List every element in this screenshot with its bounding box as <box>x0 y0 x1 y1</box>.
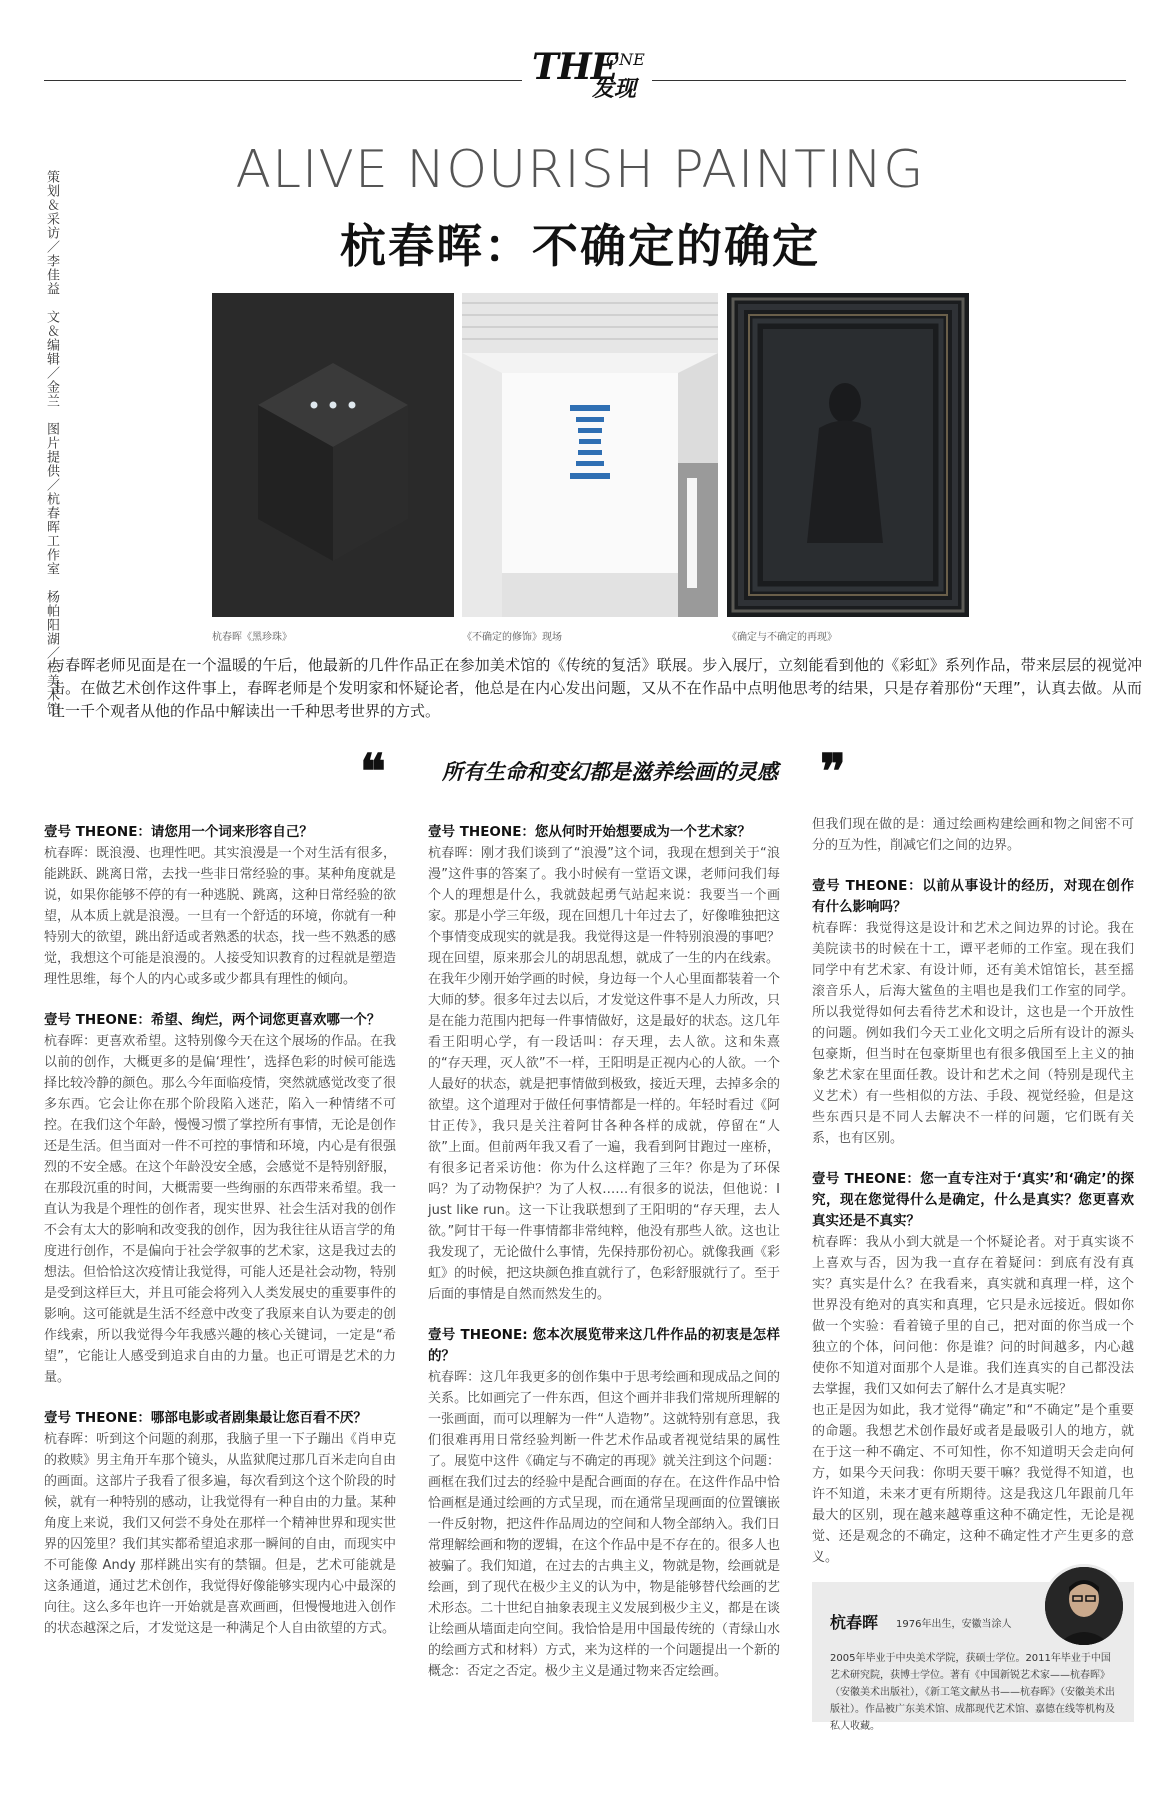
caption-artwork-2: 《不确定的修饰》现场 <box>462 632 562 643</box>
question: 壹号 THEONE：您一直专注对于‘真实’和‘确定’的探究，现在您觉得什么是确定，什么是真实？您更喜欢真实还是不真实？ <box>812 1171 1134 1229</box>
question: 壹号 THEONE：哪部电影或者剧集最让您百看不厌？ <box>44 1410 367 1426</box>
masthead-logo <box>528 44 652 102</box>
header-rule-right <box>652 80 1126 81</box>
answer: 杭春晖：这几年我更多的创作集中于思考绘画和现成品之间的关系。比如画完了一件东西，但这个画并非我们常规所理解的一张画面，而可以理解为一件“人造物”。这就特别有意思，我们很难再用日常经验判断一件艺术作品或者视觉结果的属性了。展览中这件《确定与不确定的再现》就关注到这个问题：画框在我们过去的经验中是配合画面的存在。在这件作品中恰恰画框是通过绘画的方式呈现，而在通常呈现画面的位置镶嵌一件反射物，把这件作品周边的空间和人物全部纳入。我们日常理解绘画和物的逻辑，在这个作品中是不存在的。很多人也被骗了。我们知道，在过去的古典主义，物就是物，绘画就是绘画，到了现代在极少主义的认为中，物是能够替代绘画的艺术形态。二十世纪自抽象表现主义发展到极少主义，都是在谈让绘画从墙面走向空间。我恰恰是用中国最传统的（青绿山水的绘画方式和材料）方式，来为这样的一个问题提出一个新的概念：否定之否定。极少主义是通过物来否定绘画。 <box>428 1370 780 1679</box>
header-rule-left <box>44 80 522 81</box>
title-cn: 杭春晖：不确定的确定 <box>340 219 820 273</box>
quote-text: 所有生命和变幻都是滋养绘画的灵感 <box>442 759 778 784</box>
article-column-1 <box>44 822 396 1659</box>
exhibition-installation-photo <box>462 293 718 617</box>
masthead-one: ONE <box>606 50 645 69</box>
quote-open-icon: ❝ <box>360 744 386 800</box>
question: 壹号 THEONE: 您本次展览带来这几件作品的初衷是怎样的？ <box>428 1327 780 1364</box>
intro-paragraph: 与春晖老师见面是在一个温暖的午后，他最新的几件作品正在参加美术馆的《传统的复活》联展。步入展厅，立刻能看到他的《彩虹》系列作品，带来层层的视觉冲击。在做艺术创作这件事上，春晖老师是个发明家和怀疑论者，他总是在内心发出问题，又从不在作品中点明他思考的结果，只是存着那份“天理”，认真去做。从而让一千个观者从他的作品中解读出一千种思考世界的方式。 <box>50 656 1142 720</box>
artwork-frame-photo <box>727 293 969 617</box>
answer-continued: 但我们现在做的是：通过绘画构建绘画和物之间密不可分的互为性，削减它们之间的边界。 <box>812 817 1134 853</box>
article-column-3 <box>812 814 1134 1588</box>
answer: 杭春晖：刚才我们谈到了“浪漫”这个词，我现在想到关于“浪漫”这件事的答案了。我小时候有一堂语文课，老师问我们每个人的理想是什么，我就鼓起勇气站起来说：我要当一个画家。那是小学三年级，现在回想几十年过去了，好像唯独把这个事情变成现实的就是我。我觉得这是一件特别浪漫的事吧？现在回望，原来那会儿的胡思乱想，就成了一生的内在线索。 在我年少刚开始学画的时候，身边每一个人心里面都装着一个大师的梦。很多年过去以后，才发觉这件事不是人力所改，只是在能力范围内把每一件事情做好，这是最好的状态。这几年看王阳明心学，有一段话叫：存天理，去人欲。这和朱熹的“存天理，灭人欲”不一样，王阳明是正视内心的人欲。一个人最好的状态，就是把事情做到极致，接近天理，去掉多余的欲望。这个道理对于做任何事情都是一样的。年轻时看过《阿甘正传》，我只是关注着阿甘各种各样的成就，停留在“人欲”上面。但前两年我又看了一遍，我看到阿甘跑过一座桥，有很多记者采访他：你为什么这样跑了三年？你是为了环保吗？为了动物保护？为了人权……有很多的说法，但他说：I just like run。这一下让我联想到了王阳明的“存天理，去人欲。”阿甘干每一件事情都非常纯粹，他没有那些人欲。这也让我发现了，无论做什么事情，先保持那份初心。就像我画《彩虹》的时候，把这块颜色推直就行了，色彩舒服就行了。至于后面的事情是自然而然发生的。 <box>428 846 780 1302</box>
avatar <box>1042 1564 1126 1648</box>
bio-name: 杭春晖 <box>830 1613 879 1632</box>
title-en: ALIVE NOURISH PAINTING <box>235 140 925 200</box>
question: 壹号 THEONE：希望、绚烂，两个词您更喜欢哪一个？ <box>44 1012 381 1028</box>
article-column-2 <box>428 822 780 1702</box>
question: 壹号 THEONE：请您用一个词来形容自己？ <box>44 824 313 840</box>
answer: 杭春晖：更喜欢希望。这特别像今天在这个展场的作品。在我以前的创作，大概更多的是偏‘理性’，选择色彩的时候可能选择比较冷静的颜色。那么今年面临疫情，突然就感觉改变了很多东西。它会让你在那个阶段陷入迷茫，陷入一种情绪不可控。在我们这个年龄，慢慢习惯了掌控所有事情，无论是创作还是生活。但当面对一件不可控的事情和环境，内心是有很强烈的不安全感。在这个年龄没安全感，会感觉不是特别舒服，在那段沉重的时间，大概需要一些绚丽的东西带来希望。我一直认为我是个理性的创作者，现实世界、社会生活对我的创作不会有太大的影响和改变我的创作，因为我往往从语言学的角度进行创作，不是偏向于社会学叙事的艺术家，这是我过去的想法。但恰恰这次疫情让我觉得，可能人还是社会动物，特别是受到这样巨大，并且可能会将列入人类发展史的重要事件的影响。这可能就是生活不经意中改变了我原来自认为要走的创作线索，所以我觉得今年我感兴趣的核心关键词，一定是“希望”，它能让人感受到追求自由的力量。也正可谓是艺术的力量。 <box>44 1034 396 1385</box>
question: 壹号 THEONE：您从何时开始想要成为一个艺术家？ <box>428 824 751 840</box>
pull-quote <box>360 744 860 800</box>
answer: 杭春晖：既浪漫、也理性吧。其实浪漫是一个对生活有很多，能跳跃、跳离日常，去找一些非日常经验的事。某种角度就是说，如果你能够不停的有一种逃脱、跳离，这种日常经验的欲望，从本质上就是浪漫。一旦有一个舒适的环境，你就有一种特别大的欲望，跳出舒适或者熟悉的状态，找一些不熟悉的感觉，我想这个可能是浪漫的。人接受知识教育的过程就是塑造理性思维，每个人的内心或多或少都具有理性的倾向。 <box>44 846 396 987</box>
answer: 杭春晖：我觉得这是设计和艺术之间边界的讨论。我在美院读书的时候在十工，谭平老师的工作室。现在我们同学中有艺术家、有设计师，还有美术馆馆长，甚至摇滚音乐人，后海大鲨鱼的主唱也是我们工作室的同学。所以我觉得如何去看待艺术和设计，这也是一个开放性的问题。例如我们今天工业化文明之后所有设计的源头包豪斯，但当时在包豪斯里也有很多俄国至上主义的抽象艺术家在里面任教。设计和艺术之间（特别是现代主义艺术）有一些相似的方法、手段、视觉经验，但是这些东西只是不同人去解决不一样的问题，它们既有关系，也有区别。 <box>812 921 1134 1146</box>
artist-bio-box <box>812 1582 1134 1732</box>
caption-artwork-1: 杭春晖《黑珍珠》 <box>212 632 292 643</box>
bio-text: 2005年毕业于中央美术学院，获硕士学位。2011年毕业于中国艺术研究院，获博士学位。著有《中国新锐艺术家——杭春晖》（安徽美术出版社），《新工笔文献丛书——杭春晖》（安徽美术出版社）。作品被广东美术馆、成都现代艺术馆、嘉德在线等机构及私人收藏。 <box>830 1653 1115 1732</box>
side-credit: 策划＆采访／李佳益 文＆编辑／金兰 图片提供／杭春晖工作室 杨帕阳湖／松美术馆 <box>44 170 59 716</box>
bio-birth: 1976年出生，安徽当涂人 <box>896 1619 1012 1630</box>
caption-artwork-3: 《确定与不确定的再现》 <box>727 632 837 643</box>
masthead-the: THE <box>532 46 618 88</box>
masthead-discover: 发现 <box>592 77 637 102</box>
question: 壹号 THEONE：以前从事设计的经历，对现在创作有什么影响吗？ <box>812 878 1134 915</box>
artwork-black-pearl-photo <box>212 293 454 617</box>
answer: 杭春晖：听到这个问题的刹那，我脑子里一下子蹦出《肖申克的救赎》男主角开车那个镜头，从监狱爬过那几百米走向自由的画面。这部片子我看了很多遍，每次看到这个这个阶段的时候，就有一种特别的感动，让我觉得有一种自由的力量。某种角度上来说，我们又何尝不身处在那样一个精神世界和现实世界的囚笼里？我们其实都希望追求那一瞬间的自由，而现实中不可能像 Andy 那样跳出实有的禁锢。但是，艺术可能就是这条通道，通过艺术创作，我觉得好像能够实现内心中最深的向往。这么多年也许一开始就是喜欢画画，但慢慢地进入创作的状态越深之后，才发觉这是一种满足个人自由欲望的方式。 <box>44 1432 396 1636</box>
answer: 杭春晖：我从小到大就是一个怀疑论者。对于真实谈不上喜欢与否，因为我一直存在着疑问：到底有没有真实？真实是什么？在我看来，真实就和真理一样，这个世界没有绝对的真实和真理，它只是永远接近。假如你做一个实验：看着镜子里的自己，把对面的你当成一个独立的个体，问问他：你是谁？问的时间越多，内心越使你不知道对面那个人是谁。我们连真实的自己都没法去掌握，我们又如何去了解什么才是真实呢？ 也正是因为如此，我才觉得“确定”和“不确定”是个重要的命题。我想艺术创作最好或者是最吸引人的地方，就在于这一种不确定、不可知性，你不知道明天会走向何方，如果今天问我：你明天要干嘛？我觉得不知道，也许不知道，未来才更有所期待。这是我这几年跟前几年最大的区别，现在越来越尊重这种不确定性，无论是视觉、还是观念的不确定，这种不确定性才产生更多的意义。 <box>812 1235 1134 1565</box>
quote-close-icon: ❞ <box>820 744 846 800</box>
